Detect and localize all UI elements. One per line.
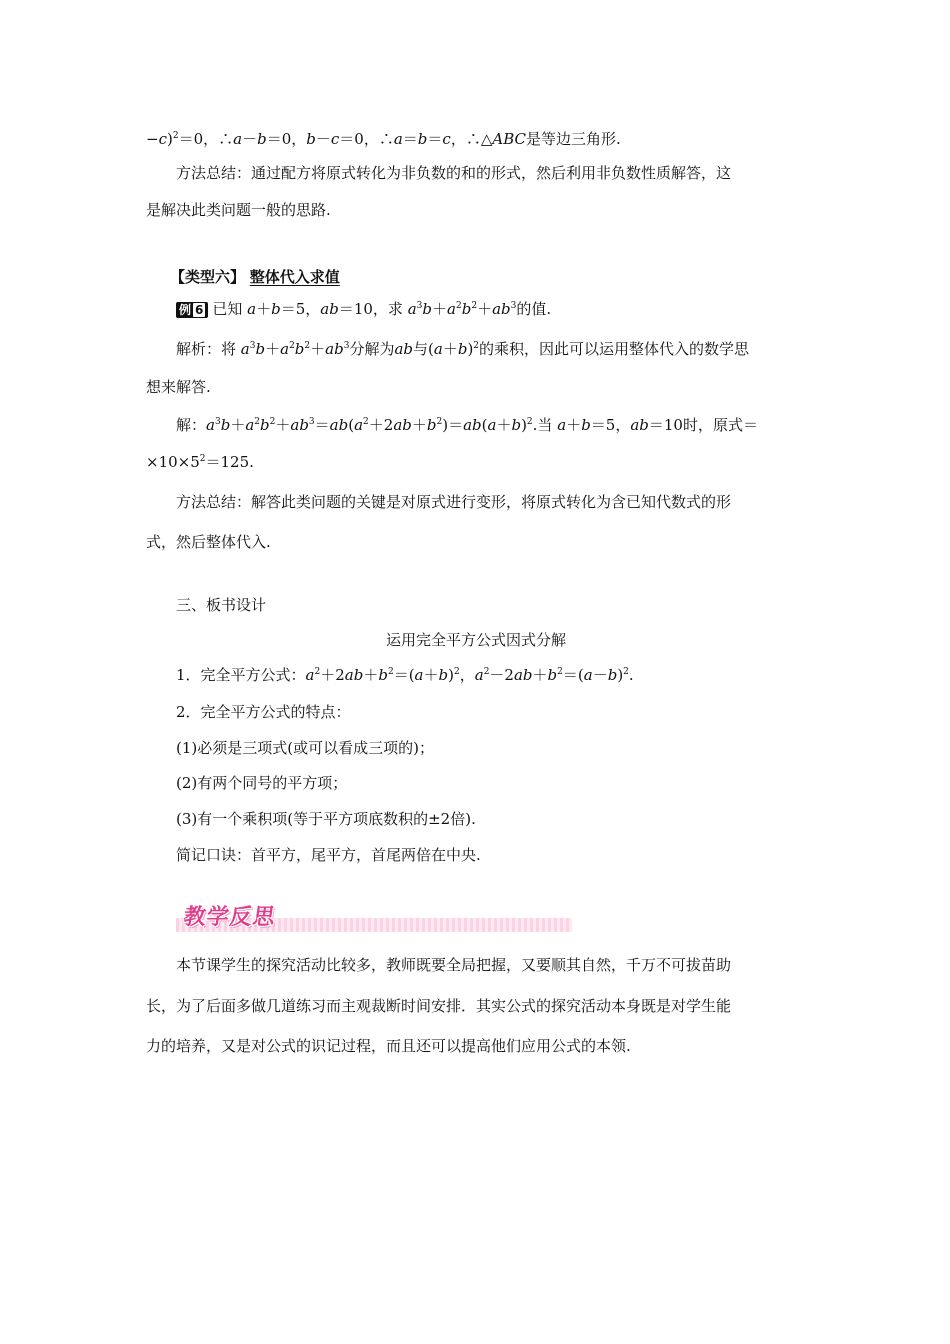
teaching-reflection-banner bbox=[176, 898, 572, 938]
board-title: 运用完全平方公式因式分解 bbox=[385, 631, 566, 649]
board-item-3: (1)必须是三项式(或可以看成三项的)； bbox=[176, 739, 434, 757]
board-item-5: (3)有一个乘积项(等于平方项底数积的±2倍). bbox=[176, 810, 476, 828]
board-item-4: (2)有两个同号的平方项； bbox=[176, 774, 348, 792]
section-board-design: 三、板书设计 bbox=[176, 596, 267, 614]
proof-conclusion-line: −c)$^2$＝0，∴a－b＝0，b－c＝0，∴a＝b＝c，∴△ABC是等边三角形. bbox=[146, 130, 621, 148]
type-six-title: 整体代入求值 bbox=[249, 268, 340, 286]
analysis-line1: 解析：将 $a^3b+a^2b^2+ab^3$分解为ab与$(a+b)^2$的乘积，因此可以运用整体代入的数学思 bbox=[176, 340, 750, 358]
example-badge: 例 6 bbox=[176, 302, 208, 318]
method-summary-2-line1: 方法总结：解答此类问题的关键是对原式进行变形，将原式转化为含已知代数式的形 bbox=[176, 493, 732, 511]
method-summary-1-line2: 是解决此类问题一般的思路. bbox=[146, 201, 331, 219]
reflection-line3: 力的培养，又是对公式的识记过程，而且还可以提高他们应用公式的本领. bbox=[146, 1037, 631, 1055]
example-6: 例 6 已知 a＋b＝5，ab＝10，求 $a^3b+a^2b^2+ab^3$的值. bbox=[176, 298, 551, 320]
solution-line2: $\times 10\times 5^2=125$. bbox=[146, 453, 254, 471]
method-summary-1-line1: 方法总结：通过配方将原式转化为非负数的和的形式，然后利用非负数性质解答，这 bbox=[176, 164, 732, 182]
board-item-1: 1．完全平方公式：$a^2+2ab+b^2=(a+b)^2$，$a^2-2ab+b^2=(a-b)^2$. bbox=[176, 666, 634, 684]
analysis-line2: 想来解答. bbox=[146, 378, 211, 396]
solution-line1: 解：$a^3b+a^2b^2+ab^3=ab(a^2+2ab+b^2)=ab(a+b)^2$.当 a＋b＝5，ab＝10时，原式＝ bbox=[176, 416, 758, 434]
method-summary-2-line2: 式，然后整体代入. bbox=[146, 533, 271, 551]
type-six-bracket: 【类型六】 bbox=[170, 268, 246, 286]
type-six-heading bbox=[170, 266, 340, 288]
reflection-line1: 本节课学生的探究活动比较多，教师既要全局把握，又要顺其自然，千万不可拔苗助 bbox=[176, 956, 732, 974]
board-item-2: 2．完全平方公式的特点： bbox=[176, 703, 351, 721]
reflection-line2: 长，为了后面多做几道练习而主观裁断时间安排．其实公式的探究活动本身既是对学生能 bbox=[146, 997, 732, 1015]
banner-title: 教学反思 bbox=[181, 905, 278, 930]
board-item-6: 简记口诀：首平方，尾平方，首尾两倍在中央. bbox=[176, 846, 481, 864]
